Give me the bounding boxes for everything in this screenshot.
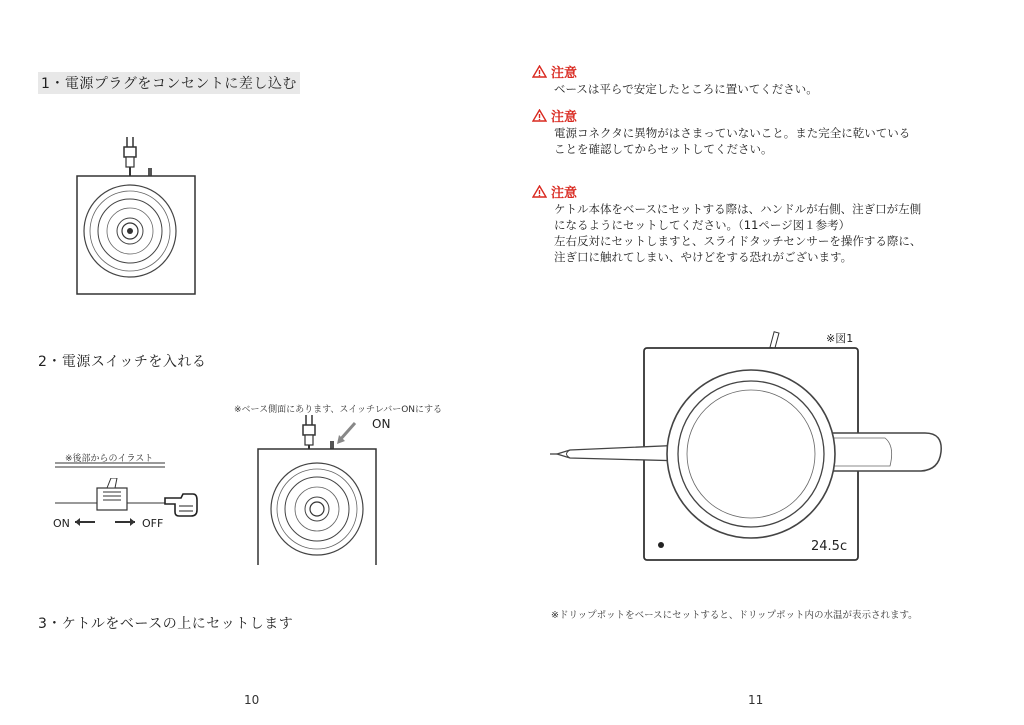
caution-2-heading: [532, 106, 577, 125]
caution-1-title: 注意: [551, 66, 578, 81]
side-switch-caption: ※ベース側面にあります、スイッチレバーONにする: [234, 405, 443, 415]
page-number-left: 10: [244, 693, 260, 707]
on-callout-label: ON: [372, 417, 391, 431]
figure-1-label: ※図1: [826, 332, 854, 345]
switch-on-label: ON: [53, 517, 70, 530]
kettle-on-base-illustration: [545, 328, 945, 564]
caution-2-title: 注意: [551, 110, 578, 125]
caution-3-heading: [532, 182, 577, 201]
caution-1-line-1: ベースは平らで安定したところに置いてください。: [554, 82, 818, 96]
caution-2-line-2: ことを確認してからセットしてください。: [554, 142, 773, 156]
switch-diagram: [55, 478, 215, 528]
rear-illustration-caption: ※後部からのイラスト: [65, 454, 154, 464]
caution-3-line-1: ケトル本体をベースにセットする際は、ハンドルが右側、注ぎ口が左側: [554, 202, 922, 216]
temperature-display: 24.5c: [811, 539, 848, 554]
step-3-heading: 3・ケトルをベースの上にセットします: [38, 616, 294, 632]
caution-3-line-3: 左右反対にセットしますと、スライドタッチセンサーを操作する際に、: [554, 234, 922, 248]
rear-caption-underline: [55, 461, 165, 469]
caution-3-title: 注意: [551, 186, 578, 201]
warning-icon: [532, 65, 547, 78]
warning-icon: [532, 109, 547, 122]
warning-icon: [532, 185, 547, 198]
step-1-heading: 1・電源プラグをコンセントに差し込む: [38, 72, 300, 94]
caution-2-body: [554, 125, 910, 157]
caution-1-heading: [532, 62, 577, 81]
caution-3-line-2: になるようにセットしてください。（11ページ図１参考）: [554, 218, 851, 232]
caution-3-body: [554, 201, 921, 265]
bottom-note: ※ドリップポットをベースにセットすると、ドリップポット内の水温が表示されます。: [551, 610, 918, 621]
page-number-right: 11: [748, 693, 764, 707]
caution-1-body: [554, 81, 818, 97]
base-switch-illustration: [255, 413, 380, 565]
base-plug-illustration: [70, 135, 205, 297]
caution-3-line-4: 注ぎ口に触れてしまい、やけどをする恐れがございます。: [554, 250, 853, 264]
step-2-heading: 2・電源スイッチを入れる: [38, 354, 207, 370]
switch-off-label: OFF: [142, 517, 164, 530]
caution-2-line-1: 電源コネクタに異物がはさまっていないこと。また完全に乾いている: [554, 126, 911, 140]
